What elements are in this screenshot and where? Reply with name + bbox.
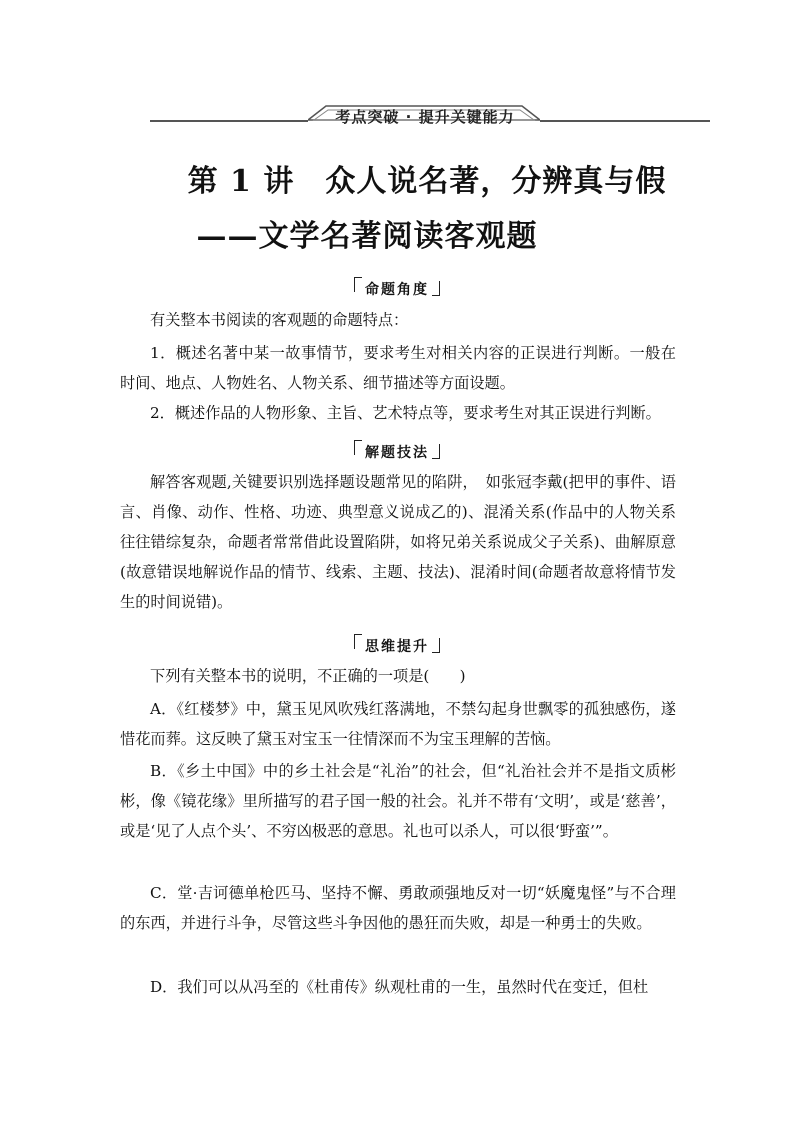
angle-point-2: 2．概述作品的人物形象、主旨、艺术特点等，要求考生对其正误进行判断。 [150,404,661,422]
bracket-left-icon [354,634,362,649]
method-text: 解答客观题,关键要识别选择题设题常见的陷阱， 如张冠李戴(把甲的事件、语言、肖像、动作、性格、功迹、典型意义说成乙的)、混淆关系(作品中的人物关系往往错综复杂，命题者常常借此设置陷阱，如将兄弟关系说成父子关系)、曲解原意(故意错误地解说作品的情节、线索、主题、技法)、混淆时间(命题者故意将情节发生的时间说错)。 [120,473,676,611]
header-banner: 考点突破 · 提升关键能力 [335,108,515,126]
bracket-left-icon [354,277,362,292]
angle-point-1: 1．概述名著中某一故事情节，要求考生对相关内容的正误进行判断。一般在时间、地点、人物姓名、人物关系、细节描述等方面设题。 [120,344,676,392]
option-c: C．堂·吉诃德单枪匹马、坚持不懈、勇敢顽强地反对一切“妖魔鬼怪”与不合理的东西，并进行斗争，尽管这些斗争因他的愚狂而失败，却是一种勇士的失败。 [120,884,676,932]
angle-intro: 有关整本书阅读的客观题的命题特点： [150,311,409,329]
question-stem: 下列有关整本书的说明，不正确的一项是( ) [150,667,466,685]
section-label-text: 解题技法 [365,445,429,461]
section-label-method [0,440,794,462]
section-label-thinking [0,634,794,656]
lesson-subtitle: ——文学名著阅读客观题 [196,219,538,254]
bracket-right-icon [432,444,440,459]
option-d: D．我们可以从冯至的《杜甫传》纵观杜甫的一生，虽然时代在变迁，但杜 [150,978,649,996]
section-label-angle [0,277,794,299]
option-b: B．《乡土中国》中的乡土社会是“礼治”的社会，但“礼治社会并不是指文质彬彬，像《镜花缘》里所描写的君子国一般的社会。礼并不带有‘文明’，或是‘慈善’，或是‘见了人点个头’、不穷凶极恶的意思。礼也可以杀人，可以很‘野蛮’”。 [120,762,676,840]
section-label-text: 命题角度 [365,282,429,298]
bracket-right-icon [432,281,440,296]
option-a: A．《红楼梦》中，黛玉见风吹残红落满地，不禁勾起身世飘零的孤独感伤，遂惜花而葬。这反映了黛玉对宝玉一往情深而不为宝玉理解的苦恼。 [120,700,676,748]
bracket-right-icon [432,638,440,653]
bracket-left-icon [354,440,362,455]
lesson-title: 第 1 讲 众人说名著，分辨真与假 [187,164,667,199]
section-label-text: 思维提升 [365,639,429,655]
